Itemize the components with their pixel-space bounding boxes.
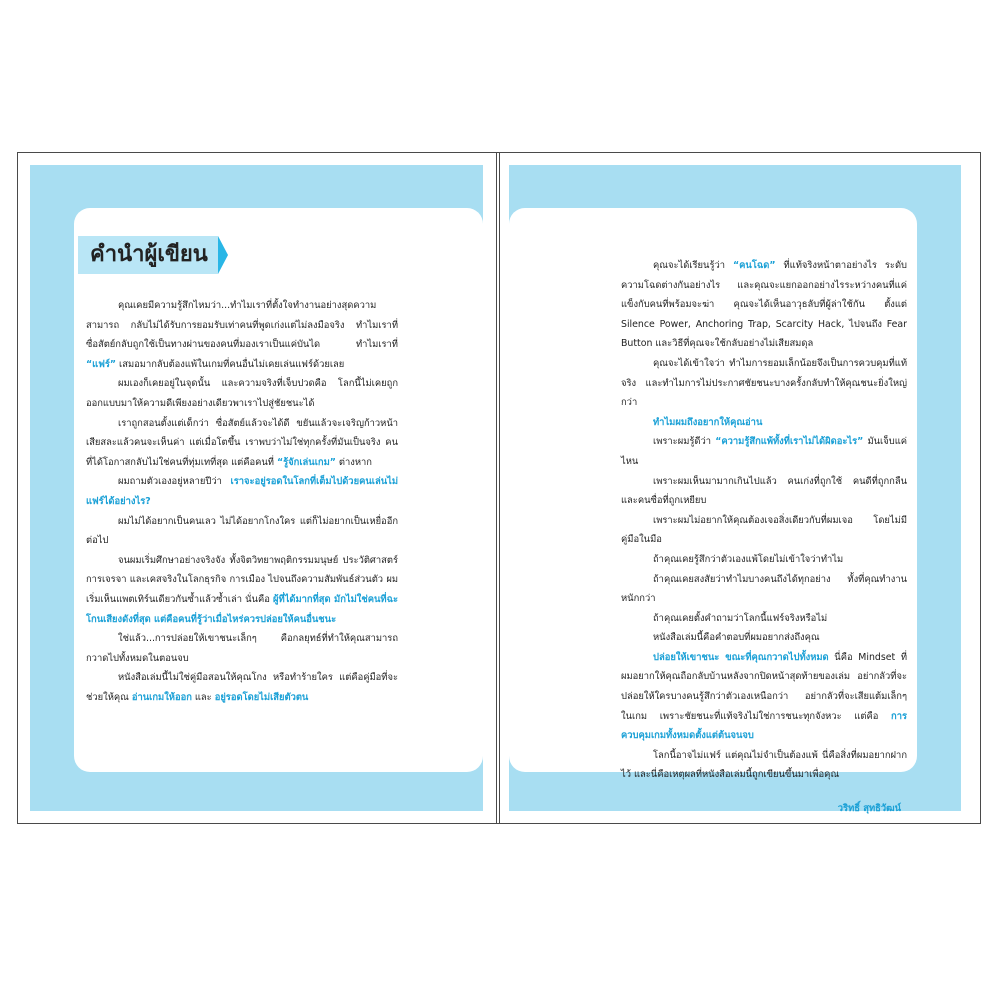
paragraph: เราถูกสอนตั้งแต่เด็กว่า ซื่อสัตย์แล้วจะได้ดี ขยันแล้วจะเจริญก้าวหน้า เสียสละแล้วคนจะเห็นค่า แต่เมื่อโตขึ้น เราพบว่าไม่ใช่ทุกครั้งที่มันเป็นจริง คนที่ได้โอกาสกลับไม่ใช่คนที่ทุ่มเทที่สุด แต่คือคนที่ “รู้จักเล่นเกม” ต่างหาก: [86, 417, 398, 468]
paragraph: ผมไม่ได้อยากเป็นคนเลว ไม่ได้อยากโกงใคร แต่ก็ไม่อยากเป็นเหยื่ออีกต่อไป: [86, 515, 398, 547]
page-title: [78, 236, 228, 274]
author-signature: วริทธิ์ สุทธิวัฒน์: [837, 803, 901, 815]
paragraph: หนังสือเล่มนี้คือคำตอบที่ผมอยากส่งถึงคุณ: [653, 632, 820, 644]
page-divider: [496, 153, 497, 823]
body-text: [621, 256, 907, 819]
book-spread: [17, 152, 981, 824]
paragraph: จนผมเริ่มศึกษาอย่างจริงจัง ทั้งจิตวิทยาพฤติกรรมมนุษย์ ประวัติศาสตร์การเจรจา และเคสจริงในโลกธุรกิจ การเมือง ไปจนถึงความสัมพันธ์ส่วนตัว ผมเริ่มเห็นแพตเทิร์นเดียวกันซ้ำแล้วซ้ำเล่า นั่นคือ ผู้ที่ได้มากที่สุด มักไม่ใช่คนที่ฉะโกนเสียงดังที่สุด แต่คือคนที่รู้ว่าเมื่อไหร่ควรปล่อยให้คนอื่นชนะ: [86, 554, 399, 625]
paragraph: ใช่แล้ว...การปล่อยให้เขาชนะเล็กๆ คือกลยุทธ์ที่ทำให้คุณสามารถกวาดไปทั้งหมดในตอนจบ: [86, 633, 398, 664]
section-heading: ทำไมผมถึงอยากให้คุณอ่าน: [653, 416, 763, 428]
paragraph: ถ้าคุณเคยสงสัยว่าทำไมบางคนถึงได้ทุกอย่าง ทั้งที่คุณทำงานหนักกว่า: [621, 573, 907, 605]
paragraph: คุณเคยมีความรู้สึกไหมว่า...ทำไมเราที่ตั้งใจทำงานอย่างสุดความสามารถ กลับไม่ได้รับการยอมรับเท่าคนที่พูดเก่งแต่ไม่ลงมือจริง ทำไมเราที่ซื่อสัตย์กลับถูกใช้เป็นทางผ่านของคนที่มองเราเป็นแค่บันได ทำไมเราที่ “แฟร์” เสมอมากลับต้องแพ้ในเกมที่คนอื่นไม่เคยเล่นแฟร์ด้วยเลย: [86, 300, 398, 370]
paragraph: ผมถามตัวเองอยู่หลายปีว่า เราจะอยู่รอดในโลกที่เต็มไปด้วยคนเล่นไม่แฟร์ได้อย่างไร?: [86, 476, 398, 507]
title-text: คำนำผู้เขียน: [78, 236, 218, 274]
paragraph: เพราะผมรู้ดีว่า “ความรู้สึกแพ้ทั้งที่เราไม่ได้ผิดอะไร” มันเจ็บแค่ไหน: [621, 436, 908, 467]
paragraph: ถ้าคุณเคยตั้งคำถามว่าโลกนี้แฟร์จริงหรือไม่: [653, 612, 828, 624]
body-text: [86, 296, 398, 707]
paragraph: โลกนี้อาจไม่แฟร์ แต่คุณไม่จำเป็นต้องแพ้ นี่คือสิ่งที่ผมอยากฝากไว้ และนี่คือเหตุผลที่หนังสือเล่มนี้ถูกเขียนขึ้นมาเพื่อคุณ: [621, 749, 907, 781]
text-card: [509, 208, 917, 815]
paragraph: เพราะผมเห็นมามากเกินไปแล้ว คนเก่งที่ถูกใช้ คนดีที่ถูกกลืน และคนซื่อที่ถูกเหยียบ: [621, 475, 907, 507]
text-card: [74, 208, 483, 772]
paragraph: คุณจะได้เข้าใจว่า ทำไมการยอมเล็กน้อยจึงเป็นการควบคุมที่แท้จริง และทำไมการไม่ประกาศชัยชนะบางครั้งกลับทำให้คุณชนะยิ่งใหญ่กว่า: [621, 357, 907, 409]
paragraph: ผมเองก็เคยอยู่ในจุดนั้น และความจริงที่เจ็บปวดคือ โลกนี้ไม่เคยถูกออกแบบมาให้ความดีเพียงอย่างเดียวพาเราไปสู่ชัยชนะได้: [86, 378, 398, 409]
paragraph: เพราะผมไม่อยากให้คุณต้องเจอสิ่งเดียวกับที่ผมเจอ โดยไม่มีคู่มือในมือ: [621, 514, 907, 546]
title-arrow: [218, 236, 228, 274]
paragraph: คุณจะได้เรียนรู้ว่า “คนโฉด” ที่แท้จริงหน้าตาอย่างไร ระดับความโฉดต่างกันอย่างไร และคุณจะแยกออกอย่างไรระหว่างคนที่แค่แข็งกับคนที่พร้อมจะฆ่า คุณจะได้เห็นอาวุธลับที่ผู้ล่าใช้กัน ตั้งแต่ Silence Power, Anchoring Trap, Scarcity Hack, ไปจนถึง Fear Button และวิธีที่คุณจะใช้กลับอย่างไม่เสียสมดุล: [621, 260, 907, 350]
left-page: [18, 153, 496, 823]
paragraph: ปล่อยให้เขาชนะ ขณะที่คุณกวาดไปทั้งหมด นี่คือ Mindset ที่ผมอยากให้คุณถือกลับบ้านหลังจากปิดหน้าสุดท้ายของเล่ม อย่ากลัวที่จะปล่อยให้ใครบางคนรู้สึกว่าตัวเองเหนือกว่า อย่ากลัวที่จะเสียแต้มเล็กๆ ในเกม เพราะชัยชนะที่แท้จริงไม่ใช่การชนะทุกจังหวะ แต่คือ การควบคุมเกมทั้งหมดตั้งแต่ต้นจนจบ: [621, 651, 907, 742]
paragraph: หนังสือเล่มนี้ไม่ใช่คู่มือสอนให้คุณโกง หรือทำร้ายใคร แต่คือคู่มือที่จะช่วยให้คุณ อ่านเกมให้ออก และ อยู่รอดโดยไม่เสียตัวตน: [86, 672, 398, 703]
right-page: [500, 153, 980, 823]
paragraph: ถ้าคุณเคยรู้สึกว่าตัวเองแพ้โดยไม่เข้าใจว่าทำไม: [653, 553, 844, 565]
